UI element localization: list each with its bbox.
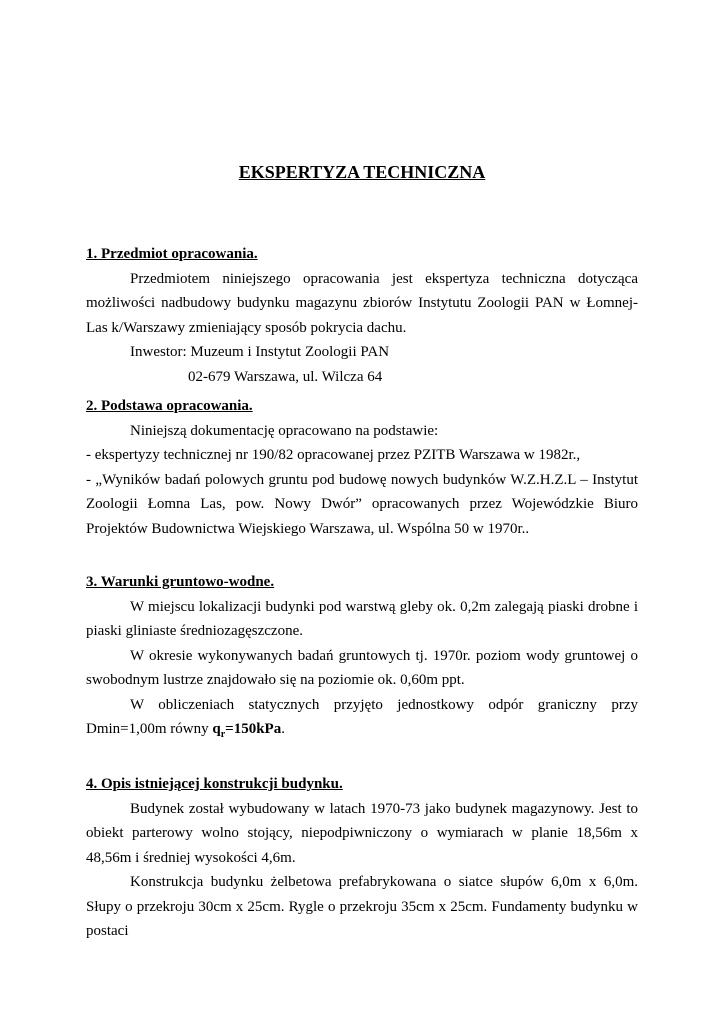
basis-item-2: - „Wyników badań polowych gruntu pod budowę nowych budynków W.Z.H.Z.L – Instytut Zoologii Łomna Las, pow. Nowy Dwór” opracowanych przez Wojewódzkie Biuro Projektów Budownictwa Wiejskiego Warszawa, ul. Wspólna 50 w 1970r.. — [86, 471, 638, 537]
section-4-paragraph-1: Budynek został wybudowany w latach 1970-73 jako budynek magazynowy. Jest to obiekt parterowy wolno stojący, niepodpiwniczony o wymiarach w planie 18,56m x 48,56m i średniej wysokości 4,6m. — [86, 800, 638, 866]
basis-item-1: - ekspertyzy technicznej nr 190/82 opracowanej przez PZITB Warszawa w 1982r., — [86, 447, 581, 463]
investor-address: 02-679 Warszawa, ul. Wilcza 64 — [188, 368, 383, 385]
section-1 — [86, 242, 638, 389]
section-1-heading: 1. Przedmiot opracowania. — [86, 246, 258, 262]
section-3 — [86, 570, 638, 742]
section-4-paragraph-2: Konstrukcja budynku żelbetowa prefabrykowana o siatce słupów 6,0m x 6,0m. Słupy o przekroju 30cm x 25cm. Rygle o przekroju 35cm x 25cm. Fundamenty budynku w postaci — [86, 874, 638, 939]
section-4 — [86, 772, 638, 944]
section-2 — [86, 394, 638, 541]
bearing-symbol: q — [212, 721, 221, 737]
section-3-paragraph-1: W miejscu lokalizacji budynki pod warstwą gleby ok. 0,2m zalegają piaski drobne i piaski gliniaste średniozagęszczone. — [86, 598, 638, 639]
section-1-paragraph: Przedmiotem niniejszego opracowania jest ekspertyza techniczna dotycząca możliwości nadbudowy budynku magazynu zbiorów Instytutu Zoologii PAN w Łomnej-Las k/Warszawy zmieniający sposób pokrycia dachu. — [86, 270, 638, 336]
section-3-paragraph-2: W okresie wykonywanych badań gruntowych tj. 1970r. poziom wody gruntowej o swobodnym lustrze znajdowało się na poziomie ok. 0,60m ppt. — [86, 647, 638, 688]
document-title: EKSPERTYZA TECHNICZNA — [238, 162, 486, 182]
section-4-heading: 4. Opis istniejącej konstrukcji budynku. — [86, 776, 343, 792]
section-2-heading: 2. Podstawa opracowania. — [86, 398, 253, 414]
sentence-end: . — [281, 721, 285, 737]
section-3-paragraph-3-text: W obliczeniach statycznych przyjęto jednostkowy odpór graniczny przy Dmin=1,00m równy — [86, 696, 638, 737]
bearing-subscript: r — [220, 729, 226, 740]
bearing-capacity-value — [212, 721, 282, 740]
section-3-paragraph-3 — [86, 693, 638, 742]
investor-line: Inwestor: Muzeum i Instytut Zoologii PAN — [130, 344, 390, 360]
section-3-heading: 3. Warunki gruntowo-wodne. — [86, 574, 275, 590]
bearing-value: =150kPa — [225, 721, 282, 737]
section-2-intro: Niniejszą dokumentację opracowano na podstawie: — [130, 422, 439, 439]
